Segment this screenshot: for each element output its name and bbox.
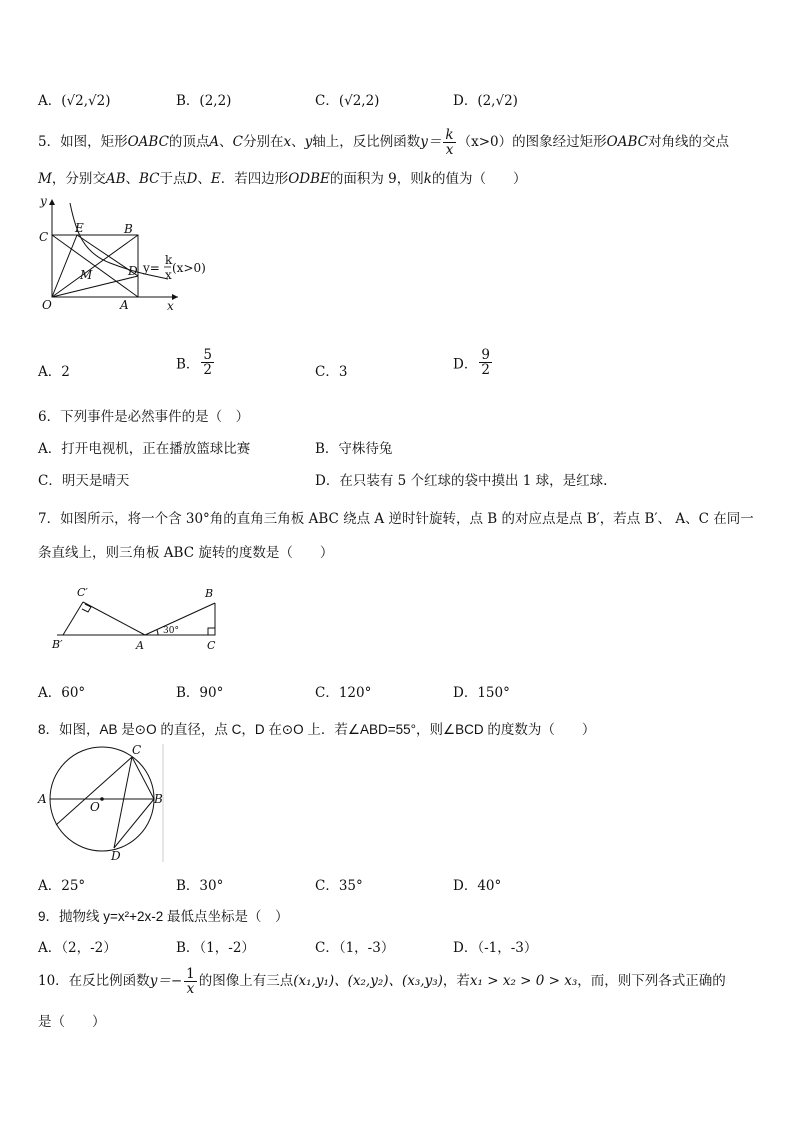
q5-label-o: O — [42, 298, 52, 312]
q10-fraction: $\frac{1}{x}$ — [186, 966, 195, 998]
q8-label-a: A — [38, 792, 47, 806]
q5-label-e: E — [75, 221, 84, 235]
q7-label-b: B — [205, 587, 214, 600]
q9-option-a: A．（2，-2） — [38, 940, 117, 956]
q7-option-d: D．150° — [453, 685, 510, 701]
q9-option-b: B．（1，-2） — [176, 940, 255, 956]
q8-option-a: A．25° — [38, 878, 86, 894]
q6-option-d: D．在只装有 5 个红球的袋中摸出 1 球，是红球. — [315, 473, 608, 489]
q10-stem-line2: 是（ ） — [38, 1014, 106, 1030]
q4-option-b: B．(2,2) — [176, 93, 232, 109]
q5-label-a: A — [120, 298, 129, 312]
q5-stem-line1: 5．如图，矩形OABC的顶点A、C分别在x、y轴上，反比例函数y＝ $\frac{k}{x}$ （x>0）的图象经过矩形OABC对角线的交点 — [38, 127, 729, 159]
q9-option-d: D．（-1，-3） — [453, 940, 538, 956]
q7-stem-line2: 条直线上，则三角板 ABC 旋转的度数是（ ） — [38, 545, 334, 561]
svg-text:(x>0): (x>0) — [172, 261, 206, 275]
q6-option-a: A．打开电视机，正在播放篮球比赛 — [38, 441, 251, 457]
q6-option-c: C．明天是晴天 — [38, 473, 130, 489]
q7-option-a: A．60° — [38, 685, 86, 701]
q8-option-b: B．30° — [176, 878, 224, 894]
q5-label-x: x — [167, 299, 174, 313]
q5-label-c: C — [39, 230, 49, 244]
q7-figure — [45, 580, 235, 655]
q5-label-b: B — [124, 222, 133, 236]
q5-fraction: $\frac{k}{x}$ — [445, 127, 454, 159]
q10-stem-line1: 10．在反比例函数y＝− $\frac{1}{x}$ 的图像上有三点(x₁,y₁)、(x₂,y₂)、(x₃,y₃)，若x₁ > x₂ > 0 > x₃，而，则下列各式正确的 — [38, 966, 726, 998]
q5-label-d: D — [128, 264, 138, 278]
q7-option-c: C．120° — [315, 685, 372, 701]
q9-stem: 9．抛物线 y=x²+2x-2 最低点坐标是（ ） — [38, 909, 289, 924]
q4-option-d: D．(2,√2) — [453, 93, 518, 109]
q5-option-a: A．2 — [38, 364, 70, 380]
q8-figure — [36, 744, 166, 862]
q4-option-a: A．(√2,√2) — [38, 93, 111, 109]
q5-label-m: M — [80, 268, 93, 282]
q5-figure — [30, 193, 230, 313]
q5-func-label: y= — [143, 261, 160, 275]
q7-stem-line1: 7．如图所示，将一个含 30°角的直角三角板 ABC 绕点 A 逆时针旋转，点 B 的对应点是点 B′，若点 B′、 A、C 在同一 — [38, 511, 754, 527]
q4-option-c: C．(√2,2) — [315, 93, 380, 109]
q8-stem: 8．如图，AB 是⊙O 的直径，点 C，D 在⊙O 上．若∠ABD=55°，则∠BCD 的度数为（ ） — [38, 722, 596, 737]
q5-stem-line2: M，分别交AB、BC于点D、E．若四边形ODBE的面积为 9，则k的值为（ ） — [38, 171, 527, 187]
q7-label-a: A — [136, 639, 144, 652]
q8-label-c: C — [132, 744, 142, 757]
q8-option-c: C．35° — [315, 878, 363, 894]
q5-label-y: y — [40, 194, 47, 208]
q5-option-d: D． $\frac{9}{2}$ — [453, 347, 490, 379]
q7-label-bp: B′ — [52, 638, 63, 651]
q5-option-b: B． $\frac{5}{2}$ — [176, 347, 213, 379]
q8-label-b: B — [154, 792, 163, 806]
q6-stem: 6．下列事件是必然事件的是（ ） — [38, 409, 250, 425]
q5-option-c: C．3 — [315, 364, 348, 380]
q7-option-b: B．90° — [176, 685, 224, 701]
q7-label-cp: C′ — [77, 586, 88, 599]
q6-option-b: B．守株待兔 — [315, 441, 393, 457]
q9-option-c: C．（1，-3） — [315, 940, 395, 956]
q8-label-d: D — [111, 849, 121, 862]
svg-text:x: x — [165, 268, 172, 282]
q7-label-c: C — [207, 639, 216, 652]
q8-option-d: D．40° — [453, 878, 502, 894]
svg-text:k: k — [165, 253, 173, 267]
q8-label-o: O — [90, 800, 100, 814]
q7-angle-label: 30° — [163, 626, 179, 636]
